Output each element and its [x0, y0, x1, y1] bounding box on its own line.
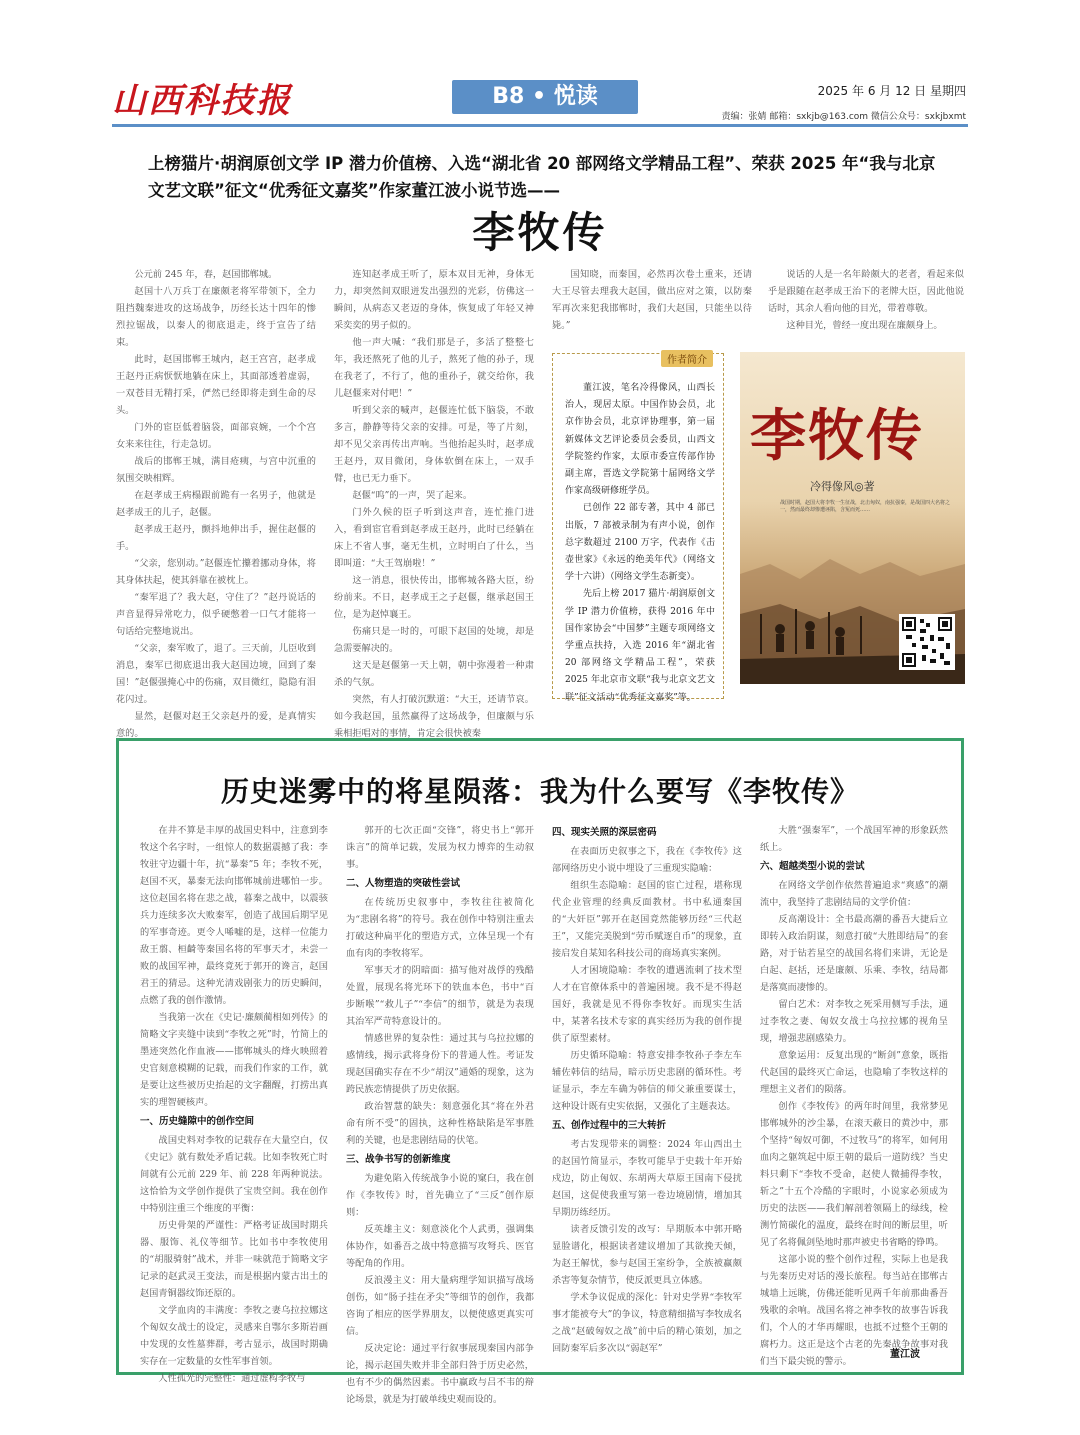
paragraph: 读者反馈引发的改写：早期版本中郭开略显脸谱化，根据读者建议增加了其欲挽天倾，为赵王解忧，参与赵国王室纷争，全族被赢颇杀害等复杂情节，使反派更具立体感。	[552, 1224, 742, 1286]
paragraph: 这天是赵偃第一天上朝，朝中弥漫着一种肃杀的气氛。	[334, 660, 534, 688]
paragraph: 情感世界的复杂性：通过其与乌拉拉娜的感情线，揭示武将身份下的普通人性。考证发现赵国确实存在不少“胡汉”通婚的现象，这为跨民族恋情提供了历史依据。	[346, 1033, 534, 1095]
paragraph: 郭开的七次正面“交锋”，将史书上“郭开诛言”的简单记载，发展为权力博弈的生动叙事。	[346, 825, 534, 870]
paragraph: 门外的宦臣低着脑袋，面部哀婉，一个个宫女来来往往，行走急切。	[116, 422, 316, 450]
section-heading: 三、战争书写的创新维度	[346, 1154, 451, 1165]
author-bio-text	[565, 380, 715, 707]
paragraph: 连知赵孝成王听了，原本双目无神，身体无力，却突然间双眼迸发出强烈的光彩，仿佛这一瞬间，从病态又老迈的身体，恢复成了年轻又神采奕奕的男子似的。	[334, 269, 534, 331]
paragraph: 留白艺术：对李牧之死采用侧写手法，通过李牧之妻、匈奴女战士乌拉拉娜的视角呈现，增强悲剧感染力。	[760, 999, 948, 1044]
paragraph: 已创作 22 部专著，其中 4 部已出版，7 部被录制为有声小说，创作总字数超过 2100 万字，代表作《击壶世家》《永远的绝美年代》（网络文学十六讲）（网络文学生态新变）。	[565, 503, 715, 583]
book-cover-blurb: 战国时期，赵国大将李牧一生征战，北击匈奴，南抗强秦，是战国四大名将之一，然而最终却惨遭诬陷，含冤而死……	[780, 500, 951, 513]
paragraph: 先后上榜 2017 猫片·胡润原创文学 IP 潜力价值榜，获得 2016 年中国作家协会“中国梦”主题专项网络文学重点扶持，入选 2016 年“湖北省 20 部网络文学精品工程”，荣获 2025 年北京市文联“我与北京文艺文联”征文活动“优秀征文嘉奖”等。	[565, 589, 715, 703]
paragraph: 意象运用：反复出现的“断剑”意象，既指代赵国的最终灭亡命运，也隐喻了李牧这样的理想主义者们的陨落。	[760, 1050, 948, 1095]
paragraph: 战国史料对李牧的记载存在大量空白，仅《史记》就有数处矛盾记载。比如李牧死亡时间就有公元前 229 年、前 228 年两种说法。这恰恰为文学创作提供了宝贵空间。我在创作中特别注重三个维度的平衡：	[140, 1135, 328, 1214]
masthead-logo: 山西科技报	[112, 81, 292, 121]
paragraph: 在传统历史叙事中，李牧往往被简化为“悲剧名将”的符号。我在创作中特别注重去打破这种扁平化的塑造方式，立体呈现一个有血有肉的李牧将军。	[346, 897, 534, 959]
section-heading: 五、创作过程中的三大转折	[552, 1120, 667, 1131]
essay-title: 历史迷雾中的将星陨落：我为什么要写《李牧传》	[220, 775, 859, 808]
paragraph: 他一声大喊：“我们那是子，多活了整整七年，我还熬死了他的儿子，熬死了他的孙子，现在我老了，不行了，他的重孙子，就交给你，我儿赵偃来对付吧！”	[334, 337, 534, 399]
paragraph: 听到父亲的喊声，赵偃连忙低下脑袋，不敢多言，静静等待父亲的安排。可是，等了片刻，却不见父亲再传出声响。当他抬起头时，赵孝成王赵丹，双目微闭，身体软倒在床上，一双手臂，也已无力垂下。	[334, 405, 534, 484]
paragraph: 突然，有人打破沉默道：“大王，还请节哀。如今我赵国，虽然赢得了这场战争，但廉颇与乐乘相拒唱对的事情，肯定会很快被秦	[334, 694, 534, 739]
paragraph: 此时，赵国邯郸王城内，赵王宫宫，赵孝成王赵丹正病恹恹地躺在床上，其面部透着虚弱，一双苍目无精打采，俨然已经即将走到生命的尽头。	[116, 354, 316, 416]
book-cover-title: 李牧传	[750, 403, 924, 469]
issue-date: 2025 年 6 月 12 日 星期四	[817, 84, 966, 98]
paragraph: 大胜“强秦军”，一个战国军神的形象跃然纸上。	[760, 825, 948, 853]
paragraph: 赵偃“呜”的一声，哭了起来。	[352, 490, 473, 501]
paragraph: 说话的人是一名年龄颇大的老者，看起来似乎是跟随在赵孝成王治下的老牌大臣，因此他说话时，其余人看向他的目光，带着尊敬。	[768, 269, 964, 314]
paragraph: 组织生态隐喻：赵国的宦亡过程，堪称现代企业管理的经典反面教材。书中私通秦国的“大奸臣”郭开在赵国竟然能够历经“三代赵王”，又能完美脱到“劳币赋逐自币”的现象，直接启发自某知名科技公司的商场真实案例。	[552, 880, 742, 959]
paragraph: 董江波，笔名冷得像风，山西长治人，现居太原。中国作协会员，北京作协会员，北京评协理事，第一届新媒体文艺评论委员会委员，山西文学院签约作家，太原市委宣传部作协副主席，晋选文学院第十届网络文学作家高级研修班学员。	[565, 383, 715, 497]
paragraph: “秦军退了？我大赵，守住了？”赵丹说话的声音显得异常吃力，似乎硬憋着一口气才能将一句话给完整地说出。	[116, 592, 316, 637]
paragraph: 这部小说的整个创作过程，实际上也是我与先秦历史对话的漫长旅程。每当站在邯郸古城墙上远眺，仿佛还能听见两千年前那曲番吾残歌的余响。战国名将之神李牧的故事告诉我们，个人的才华再耀眼，也抵不过整个王朝的腐朽力。这正是这个古老的先秦战争故事对我们当下最尖锐的警示。	[760, 1254, 948, 1367]
paragraph: 赵国十八万兵丁在廉颇老将军带领下，全力阻挡魏秦进攻的这场战争，历经长达十四年的惨烈拉锯战，以秦人的彻底退走，终于宣告了结束。	[116, 286, 316, 348]
section-heading: 一、历史缝隙中的创作空间	[140, 1116, 255, 1127]
paragraph: 学术争议促成的深化：针对史学界“李牧军事才能被夸大”的争议，特意精细描写李牧成名之战“赵破匈奴之战”前中后的精心策划，加之回防秦军后多次以“弱赵军”	[552, 1292, 742, 1354]
paragraph: 伤痛只是一时的，可眼下赵国的处境，却是急需要解决的。	[334, 626, 534, 654]
article-kicker: 上榜猫片·胡润原创文学 IP 潜力价值榜、入选“湖北省 20 部网络文学精品工程”、荣获 2025 年“我与北京文艺文联”征文“优秀征文嘉奖”作家董江波小说节选——	[148, 154, 936, 200]
paragraph: 赵孝成王赵丹，颤抖地伸出手，握住赵偃的手。	[116, 524, 316, 552]
paragraph: 历史循环隐喻：特意安排李牧孙子李左车辅佐韩信的结局，暗示历史悲剧的循环性。考证显示，李左车确为韩信的师父兼重要谋士，这种设计既有史实依据，又强化了主题表达。	[552, 1050, 742, 1112]
author-bio-box	[552, 353, 724, 703]
paragraph: 在赵孝成王病榻跟前跪有一名男子，他就是赵孝成王的儿子，赵偃。	[116, 490, 316, 518]
paragraph: 当我第一次在《史记·廉颇蔺相如列传》的简略文字夹缝中读到“李牧之死”时，竹简上的墨迹突然化作血液——邯郸城头的烽火映照着史官刻意模糊的记载，而我们作家的工作，就是要让这些被历史抬起的文字翻醒，打捞出真实的理智硬核声。	[140, 1012, 328, 1108]
book-cover-image	[740, 352, 965, 684]
paragraph: 文学血肉的丰满度：李牧之妻乌拉拉娜这个匈奴女战士的设定，灵感来自鄂尔多斯岩画中发现的女性墓葬群，考古显示，战国时期确实存在一定数量的女性军事首领。	[140, 1305, 328, 1367]
article-title: 李牧传	[472, 208, 608, 257]
paragraph: 为避免陷入传统战争小说的窠臼，我在创作《李牧传》时，首先确立了“三反”创作原则：	[346, 1173, 534, 1218]
paragraph: 在网络文学创作依然普遍追求“爽感”的潮流中，我坚持了悲剧结局的文学价值：	[760, 880, 948, 908]
paragraph: 创作《李牧传》的两年时间里，我常梦见邯郸城外的沙尘暴，在滚天蔽日的黄沙中，那个坚持“匈奴可御，不过牧马”的将军，如何用血肉之躯筑起中原王朝的最后一道防线？当史料只剩下“李牧不受命，赵使人微捕得李牧，斩之”十五个冷酷的字眼时，小说家必须成为历史的法医——我们解剖着领隔上的绿线，检测竹简碳化的温度，最终在时间的断层里，听见了名将佩剑坠地时那声被史书省略的铮鸣。	[760, 1101, 948, 1248]
paragraph: 国知晓，而秦国，必然再次卷土重来，还请大王尽管去理我大赵国，做出应对之策，以防秦军再次来犯我邯郸时，我们大赵国，只能坐以待毙。”	[552, 269, 752, 331]
article-column-1	[116, 266, 316, 739]
paragraph: “父亲，您别动。”赵偃连忙攥着挪动身体，将其身体扶起，使其斜靠在被枕上。	[116, 558, 316, 586]
article-column-2	[334, 266, 534, 739]
qr-code-icon	[899, 614, 955, 670]
paragraph: 反浪漫主义：用大量病理学知识描写战场创伤，如“肠子挂在矛尖”等细节的创作，我都咨询了相应的医学界朋友，以便使感更真实可信。	[346, 1275, 534, 1337]
section-tab: B8 • 悦读	[452, 80, 638, 114]
paragraph: 反英雄主义：刻意淡化个人武勇，强调集体协作，如番吾之战中特意描写攻弩兵、医官等配角的作用。	[346, 1224, 534, 1269]
section-heading: 四、现实关照的深层密码	[552, 827, 657, 838]
section-heading: 六、超越类型小说的尝试	[760, 861, 865, 872]
paragraph: 政治智慧的缺失：刻意强化其“将在外君命有所不受”的固执，这种性格缺陷是军事胜利的关键，也是悲剧结局的伏笔。	[346, 1101, 534, 1146]
header-divider	[112, 124, 968, 127]
author-bio-badge: 作者简介	[661, 350, 713, 367]
paragraph: 在表面历史叙事之下，我在《李牧传》这部网络历史小说中埋设了三重现实隐喻：	[552, 846, 742, 874]
paragraph: 人才困境隐喻：李牧的遭遇流刺了技术型人才在官僚体系中的普遍困境。我不是不得赵国好，我就是见不得你李牧好。而现实生活中，某著名技术专家的真实经历为我的创作提供了原型素材。	[552, 965, 742, 1044]
article-column-3	[552, 266, 752, 336]
essay-byline: 董江波	[890, 1349, 920, 1360]
book-cover-author: 冷得像风◎著	[810, 480, 875, 493]
essay-column-1	[140, 822, 328, 1384]
paragraph: 公元前 245 年，春，赵国邯郸城。	[134, 269, 278, 280]
paragraph: 显然，赵偃对赵王父亲赵丹的爱，是真情实意的。	[116, 711, 316, 739]
paragraph: “父亲，秦军败了，退了。三天前，儿臣收到消息，秦军已彻底退出我大赵国边境，回到了秦国！”赵偃强掩心中的伤痛，双目微红，隐隐有泪花闪过。	[116, 643, 316, 705]
paragraph: 这种目光，曾经一度出现在廉颇身上。	[786, 320, 943, 331]
paragraph: 人性孤光的完整性：通过虚构李牧与	[158, 1373, 306, 1384]
paragraph: 历史骨架的严谨性：严格考证战国时期兵器、服饰、礼仪等细节。比如书中李牧使用的“胡服骑射”战术，并非一味就范于简略文字记录的赵武灵王变法，而是根据内蒙古出土的赵国青铜器纹饰还原的。	[140, 1220, 328, 1299]
paragraph: 反高潮设计：全书最高潮的番吾大捷后立即转入政治阴谋，刻意打破“大胜即结局”的套路，对于钻若星空的战国名将们来讲，无论是白起、赵括，还是廉颇、乐乘、李牧，结局都是落寞而凄惨的。	[760, 914, 948, 993]
paragraph: 在井不算是丰厚的战国史料中，注意到李牧这个名字时，一组惊人的数据震撼了我：李牧驻守边疆十年，抗“暴秦”5 年；李牧不死，赵国不灭，暴秦无法向邯郸城前进哪怕一步。这位赵国名将在悲之战，暮秦之战中，以震骇兵力连续多次大败秦军，创造了战国后期罕见的军事奇迹。更令人唏嘘的是，这样一位能力敌王翦、桓齮等秦国名将的军事天才，未尝一败的战国军神，最终竟死于郭开的谗言，赵国君王的猜忌。这种光清戏剧张力的历史瞬间，点燃了我的创作激情。	[140, 825, 328, 1006]
paragraph: 考古发现带来的调整：2024 年山西出土的赵国竹简显示，李牧可能早于史载十年开始戍边，防止匈奴、东胡两大草原王国南下侵扰赵国，这促使我重写第一卷边境剧情，增加其早期历练经历。	[552, 1139, 742, 1218]
editor-contact: 责编：张婧 邮箱：sxkjb@163.com 微信公众号：sxkjbxmt	[721, 112, 966, 122]
paragraph: 门外久候的臣子听到这声音，连忙推门进入，看到宦官看到赵孝成王赵丹，此时已经躺在床上不省人事，毫无生机，立时明白了什么，当即叫道：“大王驾崩啦！”	[334, 507, 534, 569]
paragraph: 战后的邯郸王城，满目疮痍，与宫中沉重的氛围交映相辉。	[116, 456, 316, 484]
paragraph: 反决定论：通过平行叙事展现秦国内部争论，揭示赵国失败并非全部归咎于历史必然，也有不少的偶然因素。书中赢政与吕不韦的辩论场景，就是为打破单线史观而设的。	[346, 1343, 534, 1405]
essay-column-2	[346, 822, 534, 1405]
paragraph: 这一消息，很快传出，邯郸城各路大臣，纷纷前来。不日，赵孝成王之子赵偃，继承赵国王位，是为赵悼襄王。	[334, 575, 534, 620]
section-heading: 二、人物塑造的突破性尝试	[346, 878, 461, 889]
paragraph: 军事天才的阴暗面：描写他对战俘的残酷处置，展现名将光环下的铁血本色，书中“百步断喉”“救儿子”“李信”的细节，就是为表现其治军严苛特意设计的。	[346, 965, 534, 1027]
article-column-4	[768, 266, 964, 336]
essay-column-3	[552, 822, 742, 1352]
